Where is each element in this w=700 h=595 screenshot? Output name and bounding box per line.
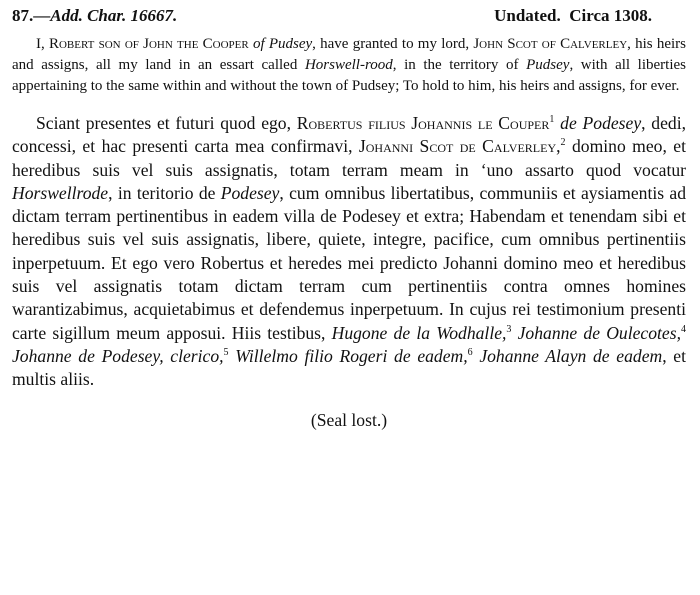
- latin-essart: Horswellrode: [12, 182, 109, 203]
- charter-number-group: [12, 6, 177, 26]
- latin-grantee: Johanni Scot de Calverley,: [358, 136, 561, 157]
- footnote-ref: 3: [506, 323, 512, 335]
- charter-date: [494, 6, 652, 26]
- grantor-name: Robert son of John the Cooper: [48, 36, 249, 52]
- latin-territory: Podesey: [220, 182, 280, 203]
- footnote-ref: 4: [680, 323, 686, 335]
- summary-text: , with all liberties appertaining to the same within and without the town of Pudsey; To hold to him, his heirs and assigns, for ever.: [12, 57, 686, 94]
- territory-name: Pudsey: [526, 57, 570, 73]
- witness-name: Johanne de Oulecotes,: [517, 322, 681, 343]
- latin-segment: , dedi, concessi, et hac presenti carta mea confirmavi,: [12, 113, 686, 157]
- grantor-place: of Pudsey: [252, 36, 313, 52]
- charter-header: [8, 6, 690, 30]
- seal-note: (Seal lost.): [310, 410, 388, 431]
- summary-text: , in the territory of: [392, 57, 527, 73]
- latin-text: [8, 112, 690, 392]
- essart-name: Horswell-rood: [304, 57, 393, 73]
- summary-text: , his heirs and assigns, all my land in an essart called: [12, 36, 687, 73]
- summary-text: I,: [36, 36, 49, 52]
- grantee-name: John Scot of Calverley: [473, 36, 628, 52]
- english-summary: [8, 34, 690, 97]
- latin-segment: domino meo, et heredibus suis vel suis assignatis, totam terram meam in ʻuno assarto quod vocatur: [12, 136, 686, 180]
- witness-name: Johanne Alayn de eadem: [479, 345, 663, 366]
- latin-grantor-place: de Podesey: [560, 113, 642, 133]
- witness-name: Johanne de Podesey, clerico,: [12, 345, 224, 366]
- summary-text: , have granted to my lord,: [312, 36, 474, 52]
- latin-segment: Sciant presentes et futuri quod ego,: [36, 113, 297, 133]
- witness-name: Willelmo filio Rogeri de eadem,: [235, 345, 468, 366]
- charter-reference: Add. Char. 16667.: [50, 6, 178, 25]
- latin-grantor: Robertus filius Johannis le Couper: [296, 113, 550, 133]
- date-value: Circa 1308.: [569, 6, 652, 25]
- latin-segment: , et multis aliis.: [12, 345, 686, 390]
- date-label: Undated.: [494, 6, 561, 25]
- footnote-ref: 1: [549, 114, 555, 126]
- footnote-ref: 2: [560, 137, 566, 149]
- charter-number: 87.: [12, 6, 34, 25]
- footnote-ref: 5: [223, 347, 229, 359]
- document-page: [8, 6, 690, 432]
- footnote-ref: 6: [467, 347, 473, 359]
- latin-segment: , cum omnibus libertatibus, communiis et aysiamentis ad dictam terram pertinentibus in eadem villa de Podesey et extra; Habendam et tenendam sibi et heredibus suis vel suis assignatis, libere, quiete, integre, pacifice, cum omnibus pertinentiis inperpetuum. Et ego vero Robertus et heredes mei predicto Johanni domino meo et heredibus suis vel assignatis totam dictam terram cum pertinentiis contra omnes homines warantizabimus, acquietabimus et defendemus inperpetuum. In cujus rei testimonium presenti carte sigillum meum apposui. Hiis testibus,: [12, 182, 686, 343]
- latin-segment: , in teritorio de: [108, 182, 221, 203]
- header-dash: —: [33, 6, 51, 25]
- witness-name: Hugone de la Wodhalle,: [331, 322, 507, 343]
